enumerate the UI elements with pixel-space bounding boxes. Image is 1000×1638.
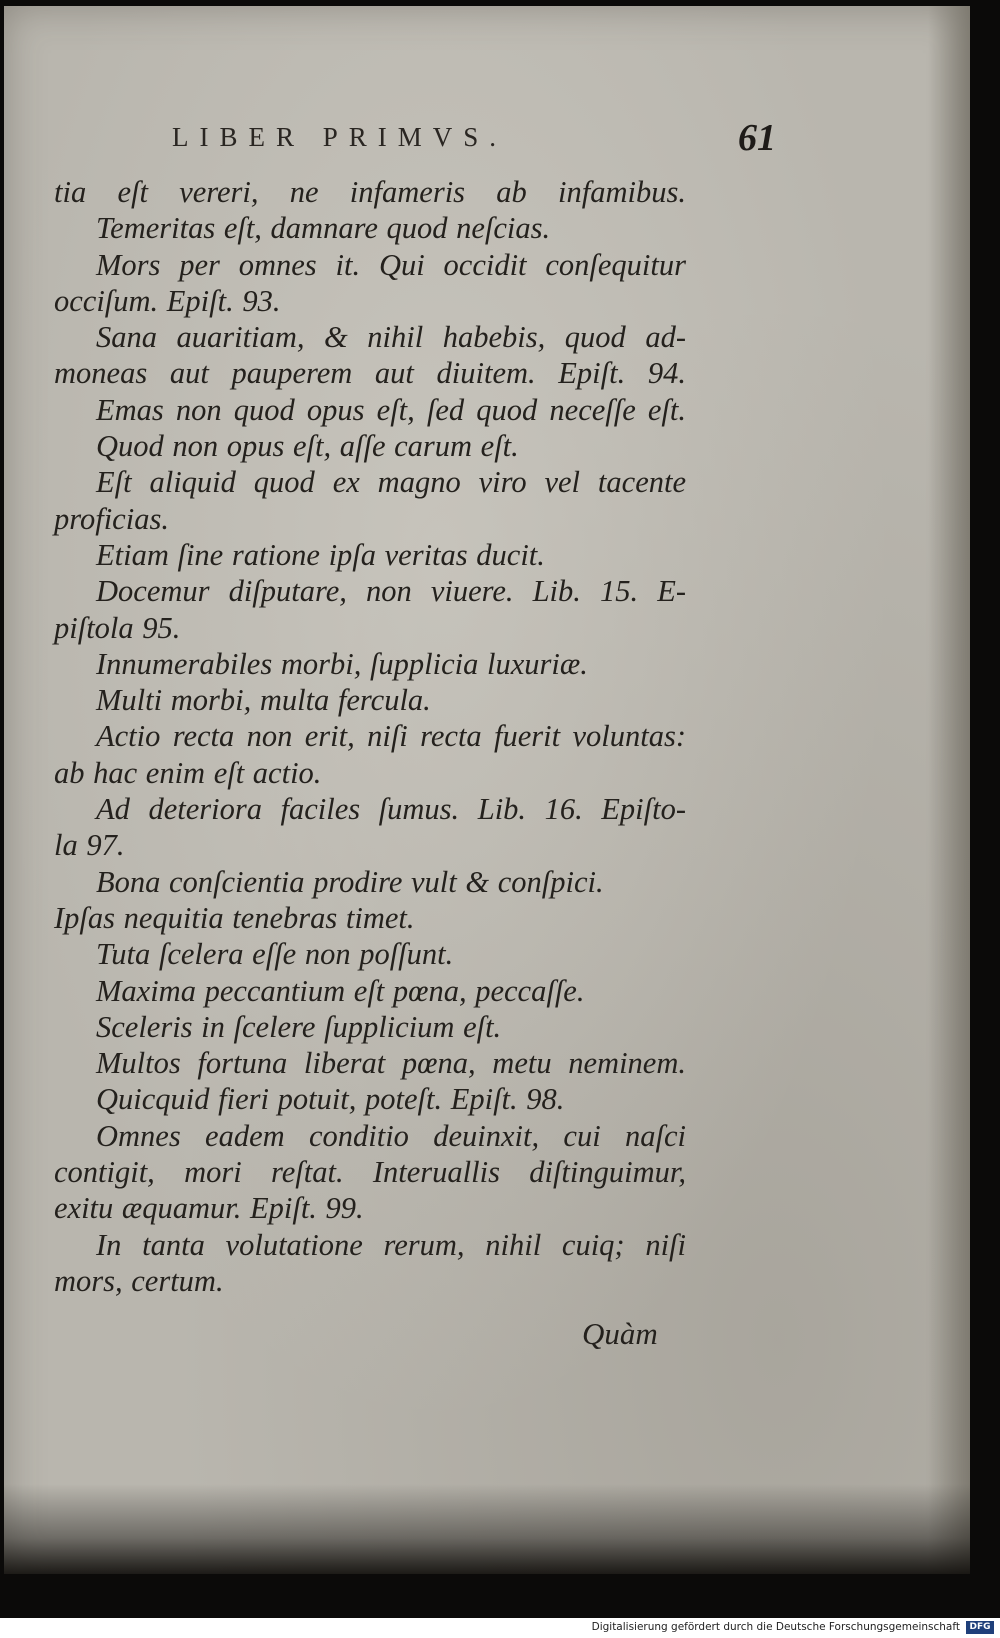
book-page bbox=[4, 6, 970, 1574]
text-line: Docemur diſputare, non viuere. Lib. 15. E- bbox=[96, 574, 686, 609]
text-line: la 97. bbox=[54, 828, 125, 863]
bottom-shadow bbox=[4, 1484, 970, 1574]
text-line: mors, certum. bbox=[54, 1263, 224, 1298]
text-line: Emas non quod opus eſt, ſed quod neceſſe eſt. bbox=[96, 392, 686, 427]
page-edge-shadow bbox=[928, 6, 970, 1574]
text-line: Sana auaritiam, & nihil habebis, quod ad- bbox=[96, 320, 686, 355]
text-line: Eſt aliquid quod ex magno viro vel tacente bbox=[96, 465, 686, 500]
text-line: occiſum. Epiſt. 93. bbox=[54, 283, 281, 318]
text-line: Ipſas nequitia tenebras timet. bbox=[54, 900, 415, 935]
text-line: Quod non opus eſt, aſſe carum eſt. bbox=[96, 429, 519, 464]
digitization-footer bbox=[0, 1618, 1000, 1638]
page-number: 61 bbox=[738, 117, 776, 159]
text-line: Etiam ſine ratione ipſa veritas ducit. bbox=[96, 537, 545, 572]
text-line: moneas aut pauperem aut diuitem. Epiſt. 94. bbox=[54, 356, 686, 391]
catchword: Quàm bbox=[582, 1316, 658, 1351]
text-line: Multos fortuna liberat pœna, metu neminem. bbox=[96, 1046, 686, 1081]
text-line: In tanta volutatione rerum, nihil cuiq; niſi bbox=[96, 1227, 686, 1262]
dfg-logo: DFG bbox=[966, 1621, 994, 1634]
text-line: ab hac enim eſt actio. bbox=[54, 755, 322, 790]
text-line: Bona conſcientia prodire vult & conſpici. bbox=[96, 864, 604, 899]
footer-credit: Digitalisierung gefördert durch die Deutsche Forschungsgemeinschaft bbox=[591, 1621, 960, 1633]
text-line: Innumerabiles morbi, ſupplicia luxuriæ. bbox=[96, 646, 588, 681]
text-line: Actio recta non erit, niſi recta fuerit voluntas: bbox=[96, 719, 686, 754]
text-line: Ad deteriora faciles ſumus. Lib. 16. Epiſto- bbox=[96, 792, 686, 827]
text-line: piſtola 95. bbox=[54, 610, 181, 645]
text-line: Tuta ſcelera eſſe non poſſunt. bbox=[96, 937, 454, 972]
text-line: Omnes eadem conditio deuinxit, cui naſci bbox=[96, 1118, 686, 1153]
text-line: Multi morbi, multa fercula. bbox=[96, 683, 431, 718]
text-line: Temeritas eſt, damnare quod neſcias. bbox=[96, 211, 551, 246]
text-line: Mors per omnes it. Qui occidit conſequitur bbox=[96, 247, 686, 282]
text-line: tia eſt vereri, ne infameris ab infamibus. bbox=[54, 175, 686, 209]
running-head: LIBER PRIMVS. bbox=[172, 122, 508, 152]
text-line: exitu æquamur. Epiſt. 99. bbox=[54, 1191, 364, 1226]
body-text bbox=[54, 174, 686, 1299]
text-line: Quicquid fieri potuit, poteſt. Epiſt. 98. bbox=[96, 1082, 565, 1117]
text-line: Maxima peccantium eſt pœna, peccaſſe. bbox=[96, 973, 585, 1008]
text-line: contigit, mori reſtat. Interuallis diſtinguimur, bbox=[54, 1155, 686, 1190]
text-line: Sceleris in ſcelere ſupplicium eſt. bbox=[96, 1009, 502, 1044]
text-line: proficias. bbox=[54, 501, 169, 536]
